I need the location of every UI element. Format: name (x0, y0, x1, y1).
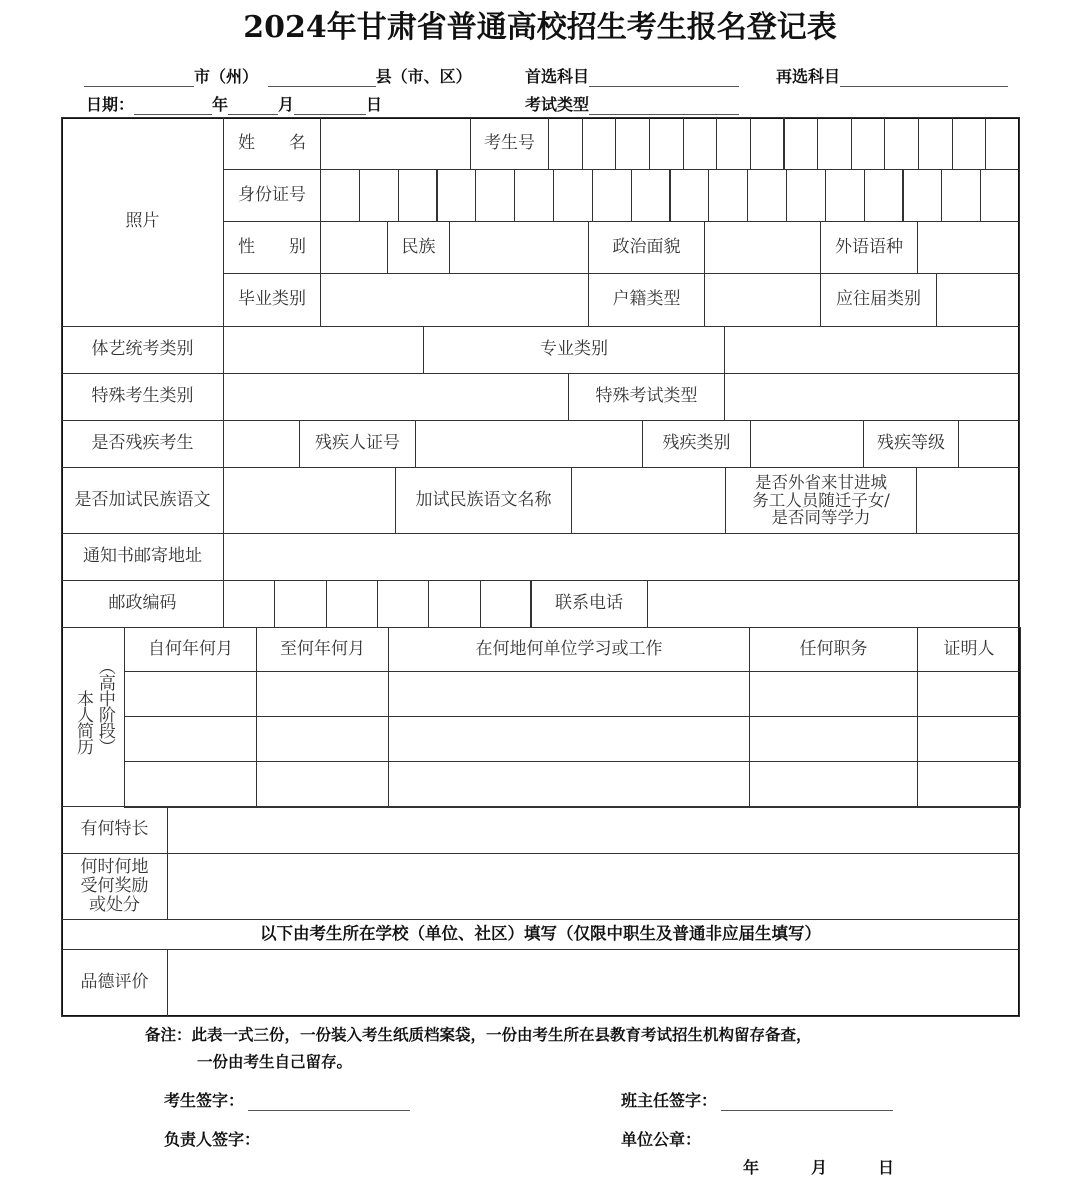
gender-label-char1: 性 (238, 236, 255, 257)
major-category-label: 专业类别 (423, 326, 725, 374)
special-candidate-label: 特殊考生类别 (61, 373, 224, 421)
resume-to-input[interactable] (256, 761, 389, 808)
resume-header-position: 任何职务 (749, 627, 918, 672)
id-no-digit-box[interactable] (398, 169, 438, 222)
disability-type-label: 残疾类别 (642, 420, 751, 468)
date-label: 日期： (86, 95, 135, 114)
name-label-char2: 名 (289, 132, 306, 153)
candidate-no-digit-box[interactable] (985, 117, 1020, 170)
special-exam-type-label: 特殊考试类型 (568, 373, 725, 421)
migrant-label-line2: 务工人员随迁子女/ (752, 490, 890, 510)
resume-position-input[interactable] (749, 671, 918, 717)
disability-level-label: 残疾等级 (863, 420, 959, 468)
first-subject-label: 首选科目 (525, 67, 590, 86)
disability-level-input[interactable] (958, 420, 1020, 468)
candidate-no-digit-box[interactable] (884, 117, 919, 170)
resume-place-input[interactable] (388, 671, 750, 717)
disability-cert-label: 残疾人证号 (299, 420, 416, 468)
awards-input[interactable] (167, 853, 1020, 920)
postal-code-digit-box[interactable] (480, 580, 532, 628)
candidate-no-digit-box[interactable] (615, 117, 650, 170)
id-no-digit-box[interactable] (980, 169, 1020, 222)
migrant-label-line3: 是否同等学力 (771, 508, 871, 528)
foreign-language-input[interactable] (917, 221, 1020, 274)
teacher-sign-label: 班主任签字： (621, 1091, 718, 1110)
id-no-digit-box[interactable] (553, 169, 593, 222)
candidate-sign-label: 考生签字： (164, 1091, 245, 1110)
graduate-status-input[interactable] (936, 273, 1020, 327)
resume-to-input[interactable] (256, 716, 389, 762)
postal-code-label: 邮政编码 (61, 580, 224, 628)
resume-from-input[interactable] (124, 671, 257, 717)
mailing-address-input[interactable] (223, 533, 1020, 581)
resume-sub-label: （高中阶段） (94, 658, 115, 754)
resume-position-input[interactable] (749, 716, 918, 762)
seal-month-label: 月 (811, 1158, 828, 1177)
month-label: 月 (278, 95, 295, 114)
resume-place-input[interactable] (388, 761, 750, 808)
ethnicity-input[interactable] (449, 221, 589, 274)
id-no-digit-box[interactable] (475, 169, 515, 222)
postal-code-digit-box[interactable] (377, 580, 429, 628)
name-label-cell (223, 117, 321, 170)
resume-from-input[interactable] (124, 716, 257, 762)
candidate-no-digit-box[interactable] (851, 117, 886, 170)
id-no-digit-box[interactable] (670, 169, 710, 222)
graduate-status-label: 应往届类别 (820, 273, 937, 327)
county-label: 县（市、区） (375, 67, 472, 86)
id-no-digit-box[interactable] (747, 169, 787, 222)
resume-header-from: 自何年何月 (124, 627, 257, 672)
id-no-digit-box[interactable] (631, 169, 671, 222)
resume-to-input[interactable] (256, 671, 389, 717)
graduation-type-label: 毕业类别 (223, 273, 321, 327)
candidate-no-digit-box[interactable] (952, 117, 987, 170)
awards-label-line1: 何时何地 (80, 857, 149, 878)
resume-witness-input[interactable] (917, 716, 1021, 762)
candidate-no-digit-box[interactable] (784, 117, 819, 170)
candidate-sign-group (164, 1088, 410, 1111)
second-subject-label: 再选科目 (776, 67, 841, 86)
postal-code-digit-box[interactable] (428, 580, 480, 628)
principal-sign-label: 负责人签字： (164, 1130, 261, 1149)
specialty-label: 有何特长 (61, 806, 168, 854)
name-input[interactable] (320, 117, 471, 170)
resume-position-input[interactable] (749, 761, 918, 808)
major-category-input[interactable] (724, 326, 1020, 374)
disability-cert-input[interactable] (415, 420, 643, 468)
political-status-label: 政治面貌 (588, 221, 705, 274)
ethnic-lang-test-label: 是否加试民族语文 (61, 467, 224, 534)
seal-day-label: 日 (878, 1158, 895, 1177)
unit-seal-label: 单位公章： (621, 1130, 702, 1149)
household-type-input[interactable] (704, 273, 821, 327)
id-no-digit-box[interactable] (786, 169, 826, 222)
candidate-no-digit-box[interactable] (716, 117, 751, 170)
ethnic-lang-name-input[interactable] (571, 467, 726, 534)
gender-label-char2: 别 (289, 236, 306, 257)
candidate-no-digit-box[interactable] (918, 117, 953, 170)
id-no-digit-box[interactable] (592, 169, 632, 222)
id-no-digit-box[interactable] (941, 169, 981, 222)
political-status-input[interactable] (704, 221, 821, 274)
phone-input[interactable] (647, 580, 1020, 628)
id-no-digit-box[interactable] (708, 169, 748, 222)
awards-label-line2: 受何奖励 (80, 876, 149, 897)
exam-type-label: 考试类型 (525, 95, 590, 114)
mailing-address-label: 通知书邮寄地址 (61, 533, 224, 581)
resume-witness-input[interactable] (917, 671, 1021, 717)
id-no-digit-box[interactable] (825, 169, 865, 222)
resume-witness-input[interactable] (917, 761, 1021, 808)
resume-label: 本人简历 (73, 690, 93, 754)
candidate-no-label: 考生号 (470, 117, 549, 170)
note-line-2: 一份由考生自己留存。 (197, 1053, 353, 1071)
candidate-no-digit-box[interactable] (548, 117, 583, 170)
disabled-input[interactable] (223, 420, 300, 468)
ethnic-lang-name-label: 加试民族语文名称 (395, 467, 572, 534)
resume-from-input[interactable] (124, 761, 257, 808)
photo-cell[interactable] (61, 117, 224, 327)
awards-label (61, 853, 168, 920)
id-no-digit-box[interactable] (514, 169, 554, 222)
migrant-input[interactable] (916, 467, 1020, 534)
seal-year-label: 年 (743, 1158, 760, 1177)
resume-header-to: 至何年何月 (256, 627, 389, 672)
year-label: 年 (212, 95, 229, 114)
postal-code-digit-box[interactable] (223, 580, 275, 628)
specialty-input[interactable] (167, 806, 1020, 854)
name-label-char1: 姓 (238, 132, 255, 153)
id-no-label: 身份证号 (223, 169, 321, 222)
teacher-sign-group (621, 1088, 893, 1111)
gender-label-cell (223, 221, 321, 274)
postal-code-digit-box[interactable] (326, 580, 378, 628)
phone-label: 联系电话 (530, 580, 648, 628)
candidate-no-digit-box[interactable] (582, 117, 617, 170)
awards-label-line3: 或处分 (89, 894, 140, 915)
resume-header-witness: 证明人 (917, 627, 1021, 672)
household-type-label: 户籍类型 (588, 273, 705, 327)
id-no-digit-box[interactable] (864, 169, 904, 222)
resume-header-place: 在何地何单位学习或工作 (388, 627, 750, 672)
gender-input[interactable] (320, 221, 388, 274)
school-section-header: 以下由考生所在学校（单位、社区）填写（仅限中职生及普通非应届生填写） (61, 919, 1020, 950)
resume-side-label (61, 627, 125, 807)
migrant-label-line1: 是否外省来甘进城 (755, 472, 887, 492)
candidate-no-digit-box[interactable] (750, 117, 785, 170)
migrant-label (725, 467, 917, 534)
note-line-1: 备注：此表一式三份，一份装入考生纸质档案袋，一份由考生所在县教育考试招生机构留存备查， (145, 1026, 812, 1044)
special-candidate-input[interactable] (223, 373, 569, 421)
ethnicity-label: 民族 (387, 221, 450, 274)
arts-sports-input[interactable] (223, 326, 424, 374)
graduation-type-input[interactable] (320, 273, 589, 327)
moral-eval-input[interactable] (167, 949, 1020, 1017)
teacher-sign-field[interactable] (721, 1093, 893, 1111)
photo-label: 照片 (125, 211, 160, 232)
id-no-digit-box[interactable] (359, 169, 399, 222)
candidate-no-digit-box[interactable] (817, 117, 852, 170)
candidate-sign-field[interactable] (248, 1093, 410, 1111)
moral-eval-label: 品德评价 (61, 949, 168, 1017)
disability-type-input[interactable] (750, 420, 864, 468)
arts-sports-label: 体艺统考类别 (61, 326, 224, 374)
foreign-language-label: 外语语种 (820, 221, 918, 274)
id-no-digit-box[interactable] (903, 169, 943, 222)
id-no-digit-box[interactable] (437, 169, 477, 222)
candidate-no-digit-box[interactable] (683, 117, 718, 170)
candidate-no-digit-box[interactable] (649, 117, 684, 170)
day-label: 日 (366, 95, 383, 114)
special-exam-type-input[interactable] (724, 373, 1020, 421)
resume-place-input[interactable] (388, 716, 750, 762)
postal-code-digit-box[interactable] (274, 580, 326, 628)
id-no-digit-box[interactable] (320, 169, 360, 222)
city-label: 市（州） (194, 67, 259, 86)
ethnic-lang-test-input[interactable] (223, 467, 396, 534)
form-title: 2024年甘肃省普通高校招生考生报名登记表 (243, 10, 837, 45)
disabled-label: 是否残疾考生 (61, 420, 224, 468)
